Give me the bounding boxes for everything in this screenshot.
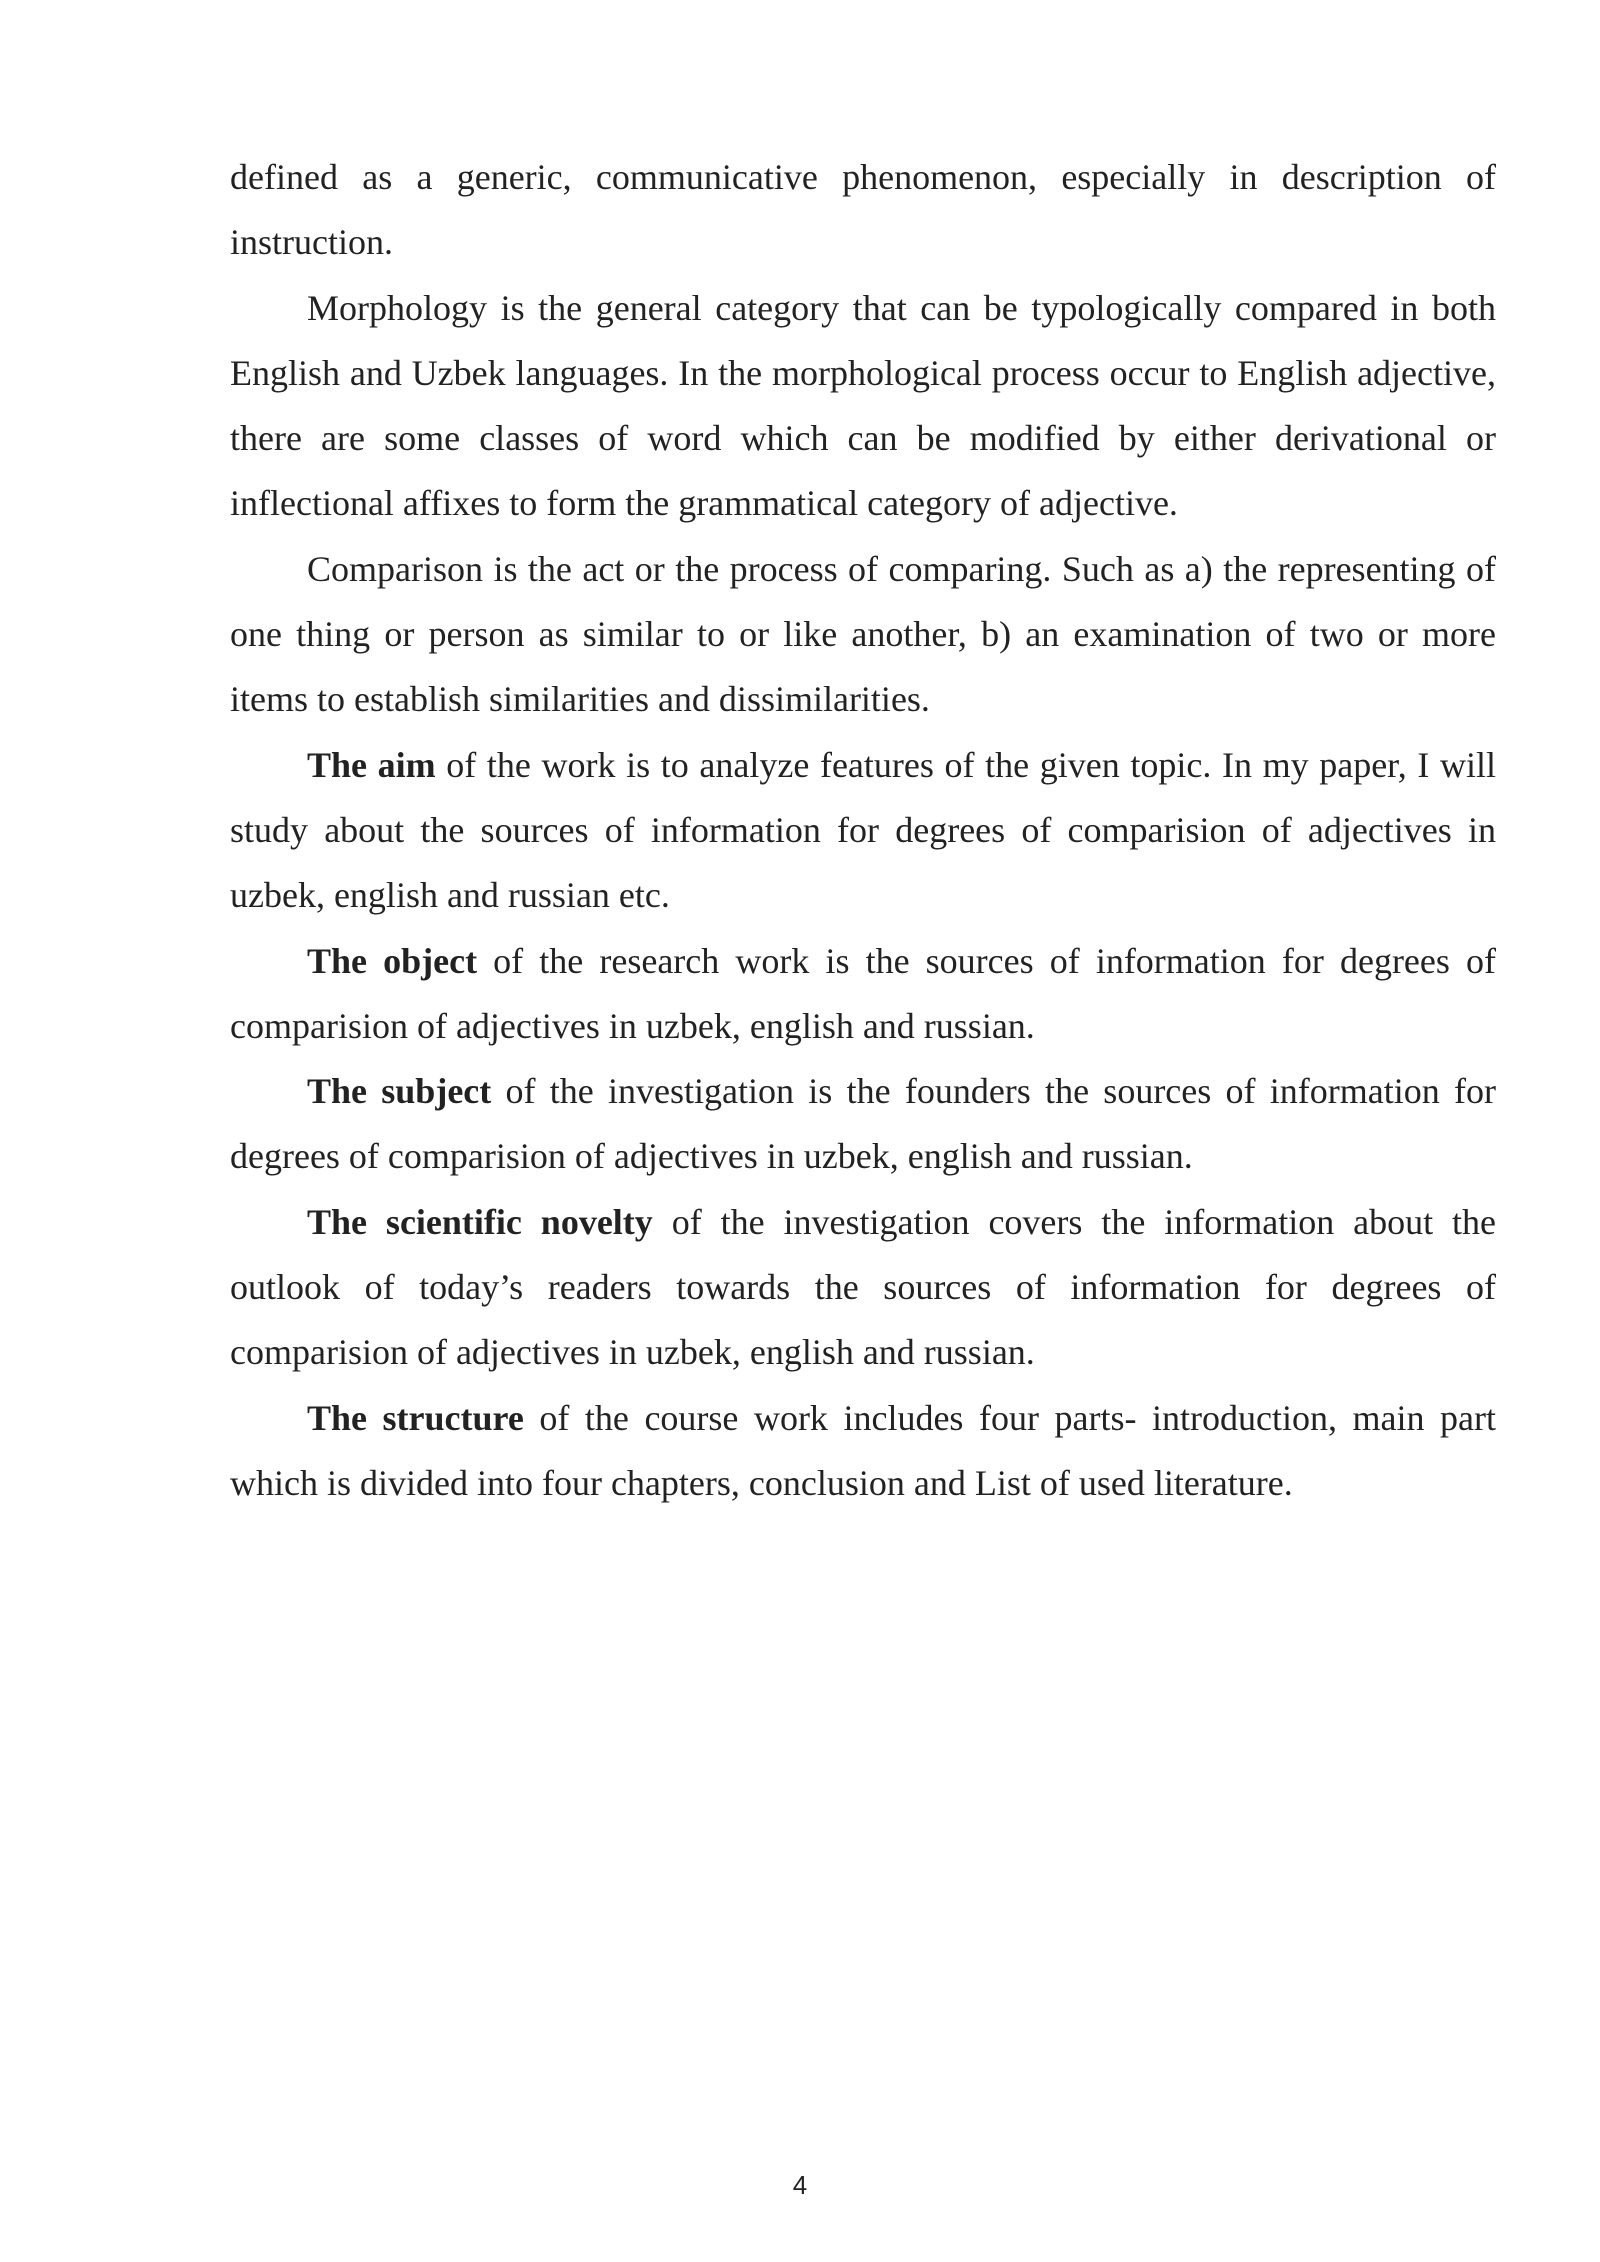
paragraph-text: of the work is to analyze features of the given topic. In my paper, I will study about the sources of information for degrees of comparision of adjectives in uzbek, english and russian etc.: [230, 744, 1496, 916]
paragraph-text: defined as a generic, communicative phenomenon, especially in description of instruction.: [230, 157, 1496, 263]
paragraph-aim: [230, 733, 1496, 929]
paragraph-lead-structure: The structure: [307, 1397, 524, 1438]
paragraph-lead-aim: The aim: [307, 744, 436, 785]
body-text: [230, 145, 1496, 1516]
paragraph-text: of the research work is the sources of information for degrees of comparision of adjectives in uzbek, english and russian.: [230, 940, 1496, 1046]
paragraph-text: Morphology is the general category that can be typologically compared in both English and Uzbek languages. In the morphological process occur to English adjective, there are some classes of word which can be modified by either derivational or inflectional affixes to form the grammatical category of adjective.: [230, 287, 1496, 524]
paragraph-lead-subject: The subject: [307, 1071, 492, 1112]
paragraph-subject: [230, 1059, 1496, 1190]
paragraph-text: Comparison is the act or the process of comparing. Such as a) the representing of one thing or person as similar to or like another, b) an examination of two or more items to establish similarities and dissimilarities.: [230, 548, 1496, 720]
paragraph-text: of the course work includes four parts- introduction, main part which is divided into four chapters, conclusion and List of used literature.: [230, 1397, 1497, 1503]
page-number: 4: [792, 2170, 808, 2200]
paragraph-scientific-novelty: [230, 1190, 1496, 1386]
paragraph-object: [230, 929, 1496, 1060]
paragraph-comparison: [230, 537, 1496, 733]
paragraph-lead-scientific-novelty: The scientific novelty: [307, 1201, 653, 1242]
paragraph-text: of the investigation covers the information about the outlook of today’s readers towards the sources of information for degrees of comparision of adjectives in uzbek, english and russian.: [230, 1201, 1497, 1373]
paragraph-text: of the investigation is the founders the sources of information for degrees of comparision of adjectives in uzbek, english and russian.: [230, 1071, 1497, 1177]
paragraph-continuation: [230, 145, 1496, 276]
paragraph-lead-object: The object: [307, 940, 478, 981]
paragraph-morphology: [230, 276, 1496, 537]
paragraph-structure: [230, 1386, 1496, 1517]
